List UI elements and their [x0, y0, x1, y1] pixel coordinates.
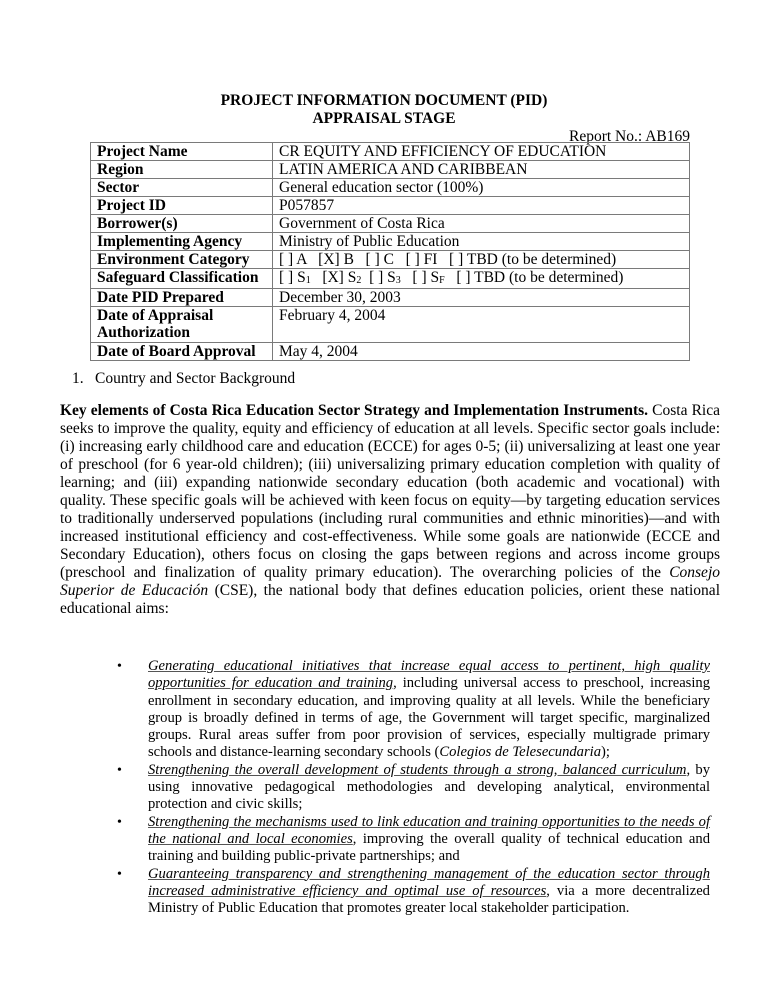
sg-sub: F: [439, 275, 445, 286]
list-item: [0, 814, 710, 866]
paragraph-italic: Consejo Superior de Educación: [60, 564, 720, 599]
row-label: Project ID: [91, 197, 273, 215]
title-line-1: PROJECT INFORMATION DOCUMENT (PID): [220, 92, 548, 109]
row-label: Safeguard Classification: [91, 269, 273, 289]
sg-sub: 3: [395, 275, 401, 286]
item-tail: );: [601, 744, 610, 761]
row-value: Ministry of Public Education: [273, 233, 690, 251]
row-value: December 30, 2003: [273, 289, 690, 307]
item-italic: Colegios de Telesecundaria: [439, 744, 601, 761]
body-paragraph: [60, 402, 720, 618]
policy-list: [0, 658, 768, 917]
list-item: [0, 658, 710, 762]
list-item: [0, 866, 710, 918]
environment-category-value: [ ] A [X] B [ ] C [ ] FI [ ] TBD (to be determined): [273, 251, 690, 269]
item-lead: Strengthening the mechanisms used to link education and training opportunities to the needs of the national and local economies: [148, 813, 710, 847]
list-item: [0, 762, 710, 814]
item-text: , improving the overall quality of technical education and training and building public-private partnerships; and: [148, 830, 710, 865]
title-line-2: APPRAISAL STAGE: [312, 110, 456, 127]
sg-opt: [ ] S: [400, 269, 440, 286]
item-text: , including universal access to preschool, increasing enrollment in secondary education, and improving quality at all levels. While the beneficiary group is broadly defined in terms of age, the Government will target specific, marginalized groups. Rural areas suffer from poor provision of services, especially multigrade primary schools and distance-learning secondary schools (: [148, 675, 710, 761]
section-number: 1.: [72, 370, 84, 387]
section-title: Country and Sector Background: [95, 370, 296, 387]
safeguard-classification-value: [273, 269, 690, 289]
item-text: , via a more decentralized Ministry of Public Education that promotes greater local stakeholder participation.: [148, 882, 710, 917]
item-text: , by using innovative pedagogical methodologies and developing analytical, environmental protection and civic skills;: [148, 761, 711, 813]
row-value: LATIN AMERICA AND CARIBBEAN: [273, 161, 690, 179]
bullet-icon: •: [117, 762, 122, 778]
item-lead: Strengthening the overall development of students through a strong, balanced curriculum: [148, 761, 687, 778]
row-value: P057857: [273, 197, 690, 215]
table-row: [91, 179, 690, 197]
project-info-table: [90, 142, 690, 361]
sg-opt: [X] S: [310, 269, 357, 286]
row-label: Sector: [91, 179, 273, 197]
row-label: Environment Category: [91, 251, 273, 269]
bullet-icon: •: [117, 814, 122, 830]
row-label: Borrower(s): [91, 215, 273, 233]
table-row: [91, 233, 690, 251]
item-lead: Generating educational initiatives that increase equal access to pertinent, high quality opportunities for education and training: [148, 658, 710, 692]
table-row: [91, 343, 690, 361]
row-value: Government of Costa Rica: [273, 215, 690, 233]
row-value: May 4, 2004: [273, 343, 690, 361]
sg-opt: [ ] TBD (to be determined): [444, 269, 624, 286]
row-value: February 4, 2004: [273, 307, 690, 343]
row-label: Region: [91, 161, 273, 179]
bullet-icon: •: [117, 659, 122, 674]
row-label: Date PID Prepared: [91, 289, 273, 307]
report-number: Report No.: AB169: [569, 128, 690, 145]
table-row: [91, 143, 690, 161]
section-heading: [72, 370, 295, 388]
bullet-icon: •: [117, 866, 122, 882]
row-label: Project Name: [91, 143, 273, 161]
table-row: [91, 307, 690, 343]
table-row: [91, 161, 690, 179]
paragraph-lead: Key elements of Costa Rica Education Sector Strategy and Implementation Instruments.: [60, 402, 649, 419]
table-row: [91, 215, 690, 233]
paragraph-text: Costa Rica seeks to improve the quality, equity and efficiency of education at all levels. Specific sector goals include: (i) increasing early childhood care and education (ECCE) for ages 0-5; (ii) universalizing at least one year of preschool (for 6 year-old children); (iii) universalizing primary education completion with quality of learning; and (iii) expanding nationwide secondary education (both academic and vocational) with quality. These specific goals will be achieved with keen focus on equity—by targeting education services to traditionally underserved populations (including rural communities and ethnic minorities)—and with increased institutional efficiency and cost-effectiveness. While some goals are nationwide (ECCE and Secondary Education), others focus on closing the gaps between regions and across income groups (preschool and finalization of quality primary education). The overarching policies of the: [60, 402, 721, 581]
row-value: General education sector (100%): [273, 179, 690, 197]
row-label: Date of Board Approval: [91, 343, 273, 361]
sg-opt: [ ] S: [361, 269, 396, 286]
sg-opt: [ ] S: [279, 269, 306, 286]
sg-sub: 1: [305, 275, 311, 286]
item-lead: Guaranteeing transparency and strengthening management of the education sector through increased administrative efficiency and optimal use of resources: [148, 865, 710, 899]
row-value: CR EQUITY AND EFFICIENCY OF EDUCATION: [273, 143, 690, 161]
table-row: [91, 269, 690, 289]
sg-sub: 2: [356, 275, 362, 286]
table-row: [91, 251, 690, 269]
row-label: Date of Appraisal Authorization: [91, 307, 273, 343]
paragraph-text: (CSE), the national body that defines education policies, orient these national educational aims:: [60, 582, 720, 617]
table-row: [91, 289, 690, 307]
table-row: [91, 197, 690, 215]
row-label: Implementing Agency: [91, 233, 273, 251]
